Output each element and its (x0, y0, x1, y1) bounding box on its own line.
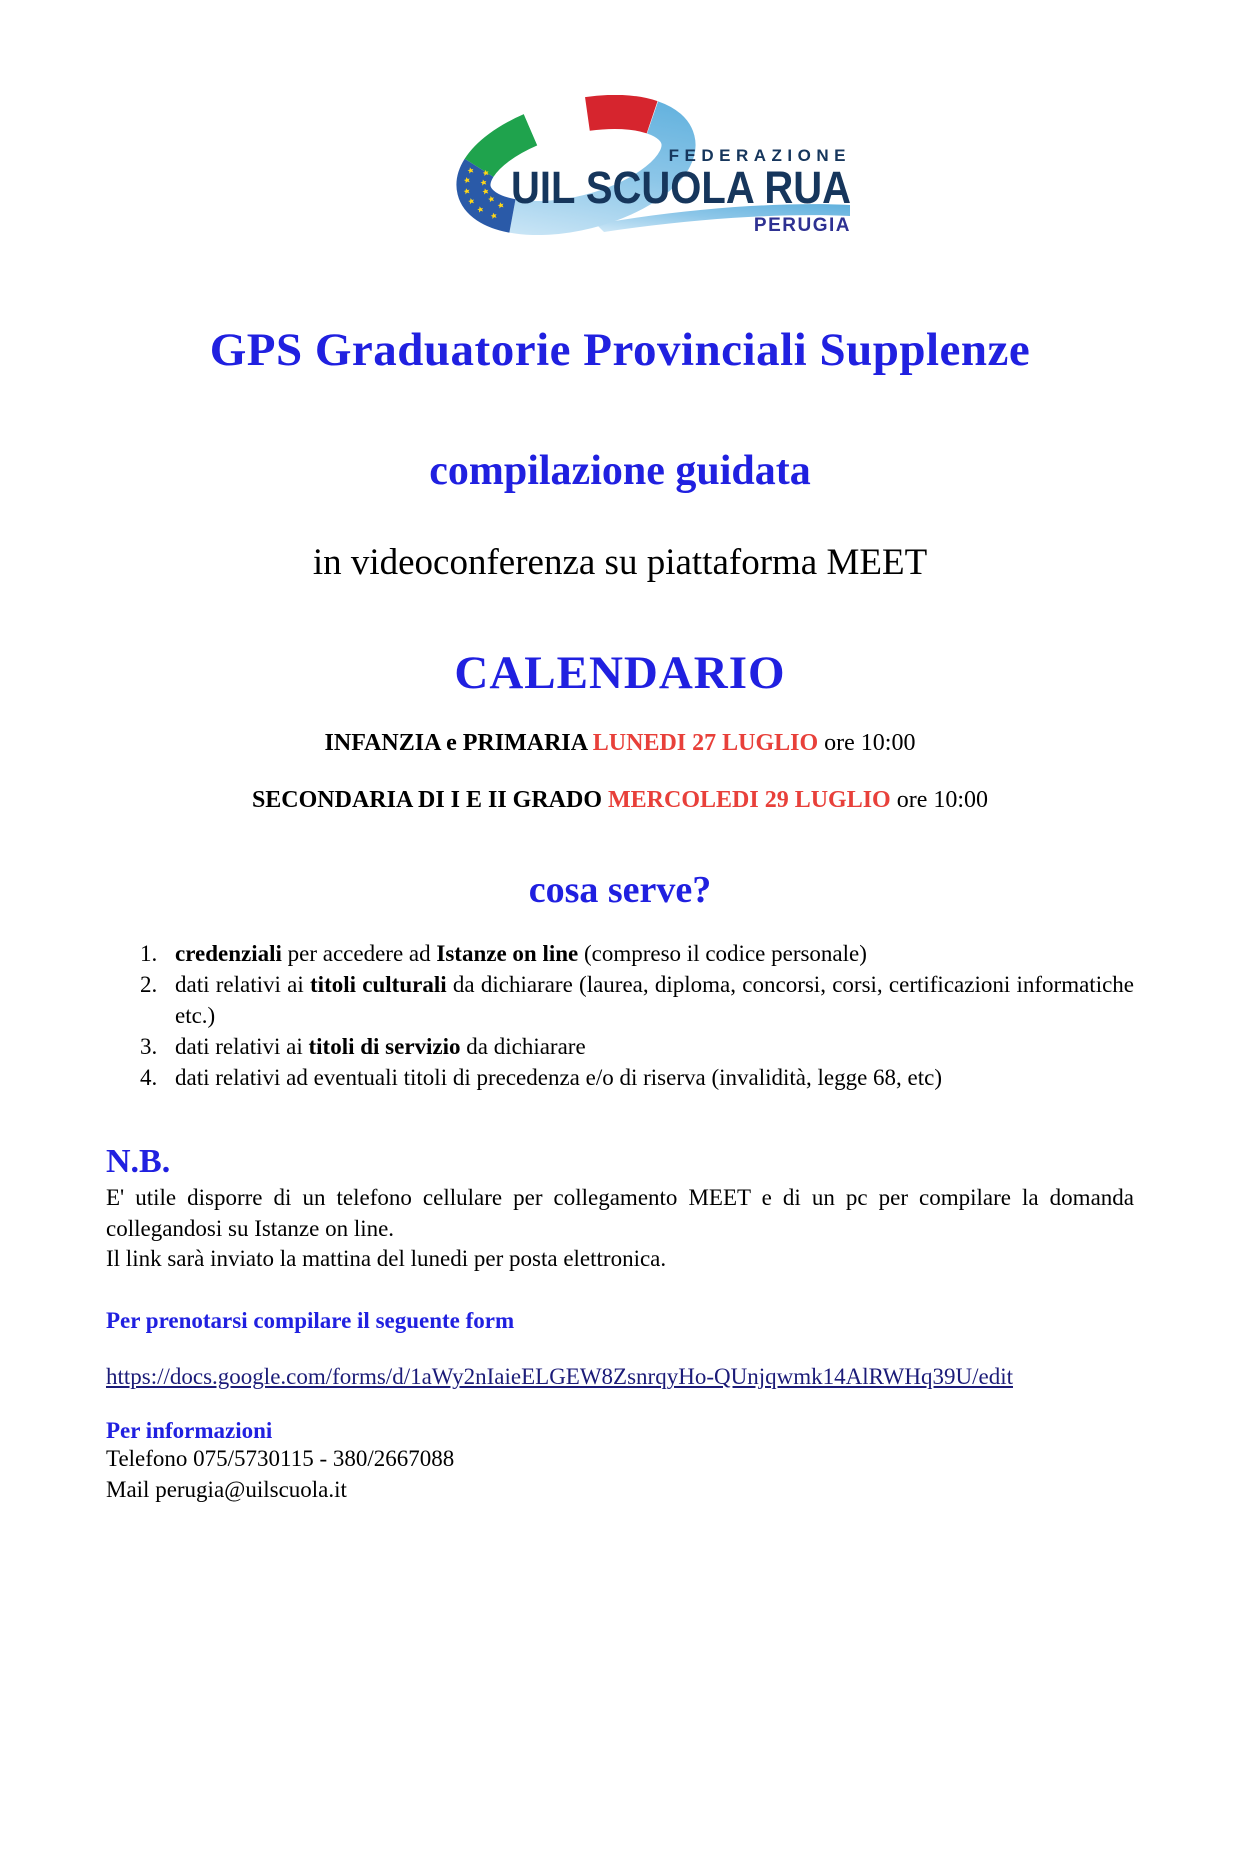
session-time: ore 10:00 (818, 730, 916, 756)
booking-heading: Per prenotarsi compilare il seguente form (106, 1308, 515, 1334)
list-item (140, 1062, 1134, 1093)
list-item-number: 4. (140, 1065, 158, 1091)
videoconference-line: in videoconferenza su piattaforma MEET (312, 542, 928, 583)
requirements-list (106, 938, 1134, 1093)
calendar-session-infanzia (106, 730, 1134, 757)
session-label: SECONDARIA DI I E II GRADO (251, 787, 609, 813)
uil-logo-graphic (436, 95, 856, 235)
nb-link-info-line: Il link sarà inviato la mattina del lunedi per posta elettronica. (106, 1245, 667, 1271)
list-item (140, 1031, 1134, 1062)
logo-federazione-text: FEDERAZIONE (668, 146, 851, 165)
uil-scuola-rua-logo (436, 95, 856, 235)
phone-line: Telefono 075/5730115 - 380/2667088 (106, 1446, 455, 1472)
session-label: INFANZIA e PRIMARIA (324, 730, 593, 756)
logo-name-text: UIL SCUOLA RUA (511, 162, 851, 213)
list-item-text: dati relativi ai titoli di servizio da dichiarare (175, 1034, 586, 1060)
info-heading: Per informazioni (106, 1418, 273, 1444)
page-subtitle: compilazione guidata (429, 448, 811, 494)
list-item-text: credenziali per accedere ad Istanze on line (compreso il codice personale) (175, 941, 867, 966)
session-date: MERCOLEDI 29 LUGLIO (608, 787, 891, 813)
list-item (140, 938, 1134, 969)
list-item-number: 2. (140, 972, 158, 998)
cosa-serve-heading: cosa serve? (528, 869, 712, 911)
list-item-number: 1. (140, 941, 158, 966)
list-item (140, 969, 1134, 1031)
mail-line: Mail perugia@uilscuola.it (106, 1476, 347, 1502)
session-date: LUNEDI 27 LUGLIO (592, 730, 819, 756)
page-title: GPS Graduatorie Provinciali Supplenze (209, 324, 1031, 376)
logo-city-text: PERUGIA (753, 215, 851, 235)
nb-paragraph: E' utile disporre di un telefono cellulare per collegamento MEET e di un pc per compilare la domanda collegandosi su Istanze on line. (106, 1185, 1134, 1241)
list-item-text: dati relativi ai titoli culturali da dichiarare (laurea, diploma, concorsi, corsi, certificazioni informatiche etc.) (175, 972, 1134, 1029)
google-form-link[interactable]: https://docs.google.com/forms/d/1aWy2nIaieELGEW8ZsnrqyHo-QUnjqwmk14AlRWHq39U/edit (106, 1364, 1013, 1390)
list-item-text: dati relativi ad eventuali titoli di precedenza e/o di riserva (invalidità, legge 68, etc) (175, 1065, 942, 1091)
document-page (0, 95, 1240, 1505)
list-item-number: 3. (140, 1034, 158, 1060)
calendar-session-secondaria (106, 787, 1134, 814)
nb-heading: N.B. (106, 1143, 171, 1181)
session-time: ore 10:00 (890, 787, 989, 813)
calendario-heading: CALENDARIO (454, 647, 786, 699)
